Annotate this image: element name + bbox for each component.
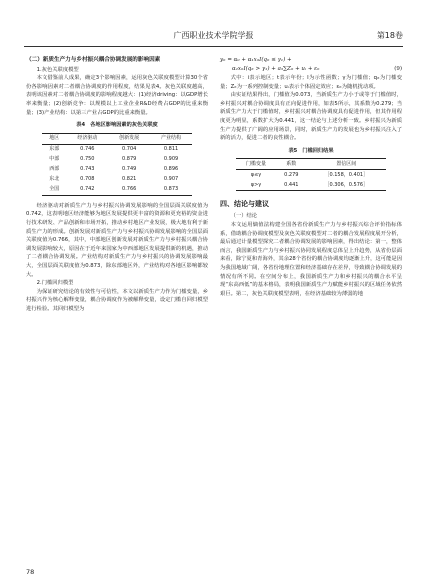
table-cell: 0.907: [163, 176, 179, 183]
table-header-row: [236, 159, 386, 170]
column-header: 经济驱动: [66, 133, 108, 144]
column-header: 系数: [276, 159, 307, 170]
table-row: [42, 155, 192, 165]
paragraph: 式中：i表示地区；t表示年份；I为示性函数；γ为门槛值；qᵢₜ为门槛变量；Zᵢₜ为一系列控制变量；uᵢ表示个体固定效应；εᵢₜ为随机扰动项。: [220, 75, 402, 90]
table-row: [42, 185, 192, 196]
paragraph: 本文借鉴前人成果，确定3个影响因素，运用灰色关联度模型计算30个省份各影响因素对二者耦合协调度的作用程度，结果见表4。灰色关联度越高，表明该因素对二者耦合协调度的影响程度越大：(1)经济driving：以GDP增长率来衡量；(2)创新竞争：以规模以上工业企业R&D经费占GDP的比重来衡量；(3)产业结构：以第三产业占GDP的比重来衡量。: [26, 75, 208, 116]
table-caption: 表5 门槛回归结果: [288, 147, 334, 154]
journal-name: 广西职业技术学院学报: [173, 31, 254, 40]
paragraph: 为保证研究结论的有效性与可信性，本文以新质生产力作为门槛变量，乡村振兴作为核心解释变量，耦合协调度作为被解释变量，设定门槛自回归模型进行检验。其回归模型为: [26, 288, 208, 312]
threshold-table: [236, 158, 386, 191]
column-header: 地区: [42, 133, 66, 144]
table-cell: 0.896: [163, 166, 179, 173]
table-caption: 表4 各地区影响因素的灰色关联度: [76, 122, 158, 129]
column-header: 产业结构: [150, 133, 192, 144]
table-cell: 0.742: [66, 185, 108, 196]
table-cell: 0.821: [122, 176, 137, 183]
volume-label: 第18卷: [376, 31, 403, 40]
equation-line: α₂xᵢₜI(qᵢₜ > γ₁) + a₃∑Zᵢₜ + uᵢ + εᵢₜ: [232, 66, 320, 72]
table-cell: 0.909: [163, 156, 179, 163]
regression-equation: [220, 56, 402, 74]
left-column: [26, 56, 208, 313]
table-cell: 0.441: [276, 180, 307, 191]
section-heading: 四、结论与建议: [220, 200, 269, 209]
table-cell: ［0.158，0.401］: [324, 171, 369, 178]
table-cell: ［0.306，0.576］: [307, 180, 386, 191]
subsection-heading: （一）结论: [230, 213, 258, 220]
column-header: 置信区间: [307, 159, 386, 170]
paragraph: 本文运用熵值法构建全国各省份新质生产力与乡村振兴综合评价指标体系，借助耦合协调度模型及灰色关联度模型对二者的耦合发展程度展开分析，最后通过计量模型探究二者耦合协调发展的影响因素，得出结论：第一，整体而言，我国新质生产力与乡村振兴协同发展程度总体呈上升趋势，从省份层面来看，除宁夏和青海外，其余28个省份的耦合协调度均逐渐上升，这可能是因为我国地域广阔，各省份地理位置和经济基础存在差异，导致耦合协调发展的情况有所不同。在空间分布上，我国新质生产力和乡村振兴的耦合水平呈现“东高西低”的基本格局，表明我国新质生产力赋能乡村振兴的区域任务依然艰巨。第二，灰色关联度模型表明，在经济基础较为薄弱的地: [220, 221, 402, 297]
table-row: [236, 180, 386, 191]
table-cell: 东北: [49, 176, 60, 183]
page-number: 78: [26, 568, 35, 576]
table-cell: 0.811: [163, 146, 179, 153]
table-row: [42, 144, 192, 155]
subsection-heading: 1.灰色关联度模型: [36, 66, 79, 73]
column-header: 门槛变量: [236, 159, 276, 170]
column-header: 创新发展: [108, 133, 150, 144]
table-cell: 中部: [49, 156, 60, 163]
table-row: [42, 165, 192, 175]
table-cell: 0.708: [80, 176, 95, 183]
table-cell: 0.746: [80, 146, 95, 153]
table-cell: φ>γ: [236, 180, 276, 191]
table-header-row: [42, 133, 192, 144]
table-cell: 0.749: [122, 166, 137, 173]
equation-number: (9): [394, 66, 402, 72]
equation-line: yᵢₜ = α₀ + α₁xᵢₜI(qᵢₜ ≤ γ₁) +: [220, 57, 292, 63]
paragraph: 经济驱动对新质生产力与乡村振兴协调发展影响的全国层面关联度值为0.742，这表明地区经济能够为地区发展提供更丰富的资源和更充裕的资金进行技术研发、产品创新和市场开拓，推动乡村地区产业发展，极大地有利于新质生产力的形成。创新发展对新质生产力与乡村振兴协调发展影响的全国层面关联度值为0.766，其中，中部地区创新发展对新质生产力与乡村振兴耦合协调发展影响较大，原因在于近年来国家为中西部地区发展提供新的机遇，推动了二者耦合协调发展。产业结构对新质生产力与乡村振兴的协调发展影响最大，全国层面关联度值为0.873，除东部地区外，产业结构对各地区影响都较大。: [26, 202, 208, 278]
table-cell: 0.873: [150, 185, 192, 196]
table-cell: 0.766: [108, 185, 150, 196]
table-cell: 0.743: [80, 166, 95, 173]
table-cell: 全国: [42, 185, 66, 196]
table-cell: 西部: [49, 166, 60, 173]
table-cell: 东部: [49, 146, 60, 153]
subsection-heading: 2.门槛回归模型: [36, 280, 74, 287]
table-row: [236, 170, 386, 181]
table-cell: φ≤γ: [250, 171, 262, 178]
table-cell: 0.750: [80, 156, 95, 163]
table-row: [42, 175, 192, 185]
grey-relational-table: [42, 133, 192, 196]
header-rule: [24, 46, 403, 47]
table-cell: 0.279: [284, 171, 299, 178]
table-cell: 0.704: [122, 146, 137, 153]
right-column: [220, 56, 402, 298]
paragraph: 由实证结果得出，门槛值为0.073，当新质生产力小于或等于门槛值时，乡村振兴对耦合协调度具有正向促进作用，如表5所示，其系数为0.279；当新质生产力大于门槛值时，乡村振兴对耦合协调度具有促进作用，但其作用程度更为明显，系数扩大为0.441，这一结论与上述分析一致。乡村振兴为新质生产力提供了广阔的应用场景，同时，新质生产力的发展也为乡村振兴注入了新的活力，促进二者的良性耦合。: [220, 92, 402, 142]
table-cell: 0.879: [122, 156, 137, 163]
section-heading: （二）新质生产力与乡村振兴耦合协调发展的影响因素: [26, 57, 161, 63]
running-header: [24, 30, 403, 44]
